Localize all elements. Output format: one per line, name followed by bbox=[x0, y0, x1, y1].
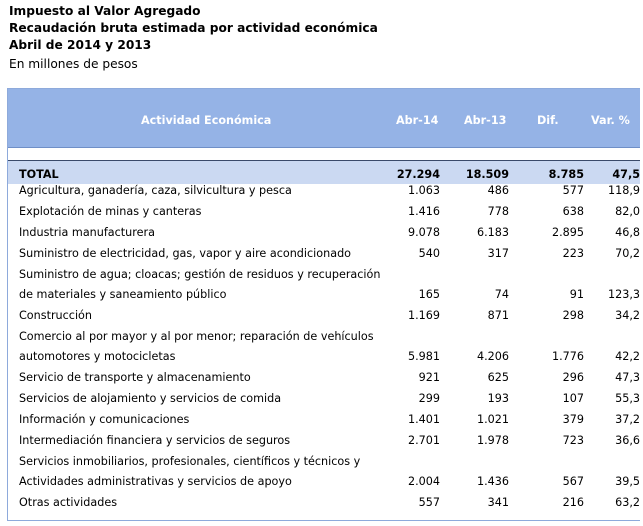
table-row bbox=[8, 370, 640, 391]
row-abr14: 2.004 bbox=[407, 475, 440, 488]
row-label: Servicios inmobiliarios, profesionales, científicos y técnicos y Actividades administrativas y servicios de apoyo bbox=[19, 455, 361, 488]
row-abr14: 299 bbox=[418, 392, 440, 405]
row-abr13: 778 bbox=[487, 205, 509, 218]
row-label: Intermediación financiera y servicios de seguros bbox=[19, 434, 291, 447]
row-var: 36,6 bbox=[615, 434, 640, 447]
row-dif: 296 bbox=[562, 371, 584, 384]
table-row bbox=[8, 391, 640, 412]
row-abr13: 317 bbox=[487, 247, 509, 260]
total-label: TOTAL bbox=[19, 168, 59, 181]
row-label: Industria manufacturera bbox=[19, 226, 155, 239]
table-row bbox=[8, 267, 640, 308]
row-abr14: 1.401 bbox=[407, 413, 440, 426]
row-abr14: 921 bbox=[418, 371, 440, 384]
header-dif: Dif. bbox=[537, 114, 559, 127]
row-var: 63,2 bbox=[615, 496, 640, 509]
report-title: Impuesto al Valor Agregado bbox=[9, 4, 201, 18]
report-units: En millones de pesos bbox=[9, 57, 138, 71]
row-abr14: 1.169 bbox=[407, 309, 440, 322]
row-label: Explotación de minas y canteras bbox=[19, 205, 202, 218]
row-abr14: 9.078 bbox=[407, 226, 440, 239]
table-row bbox=[8, 329, 640, 370]
row-abr13: 4.206 bbox=[476, 350, 509, 363]
report-heading bbox=[9, 3, 378, 73]
header-abr14: Abr-14 bbox=[396, 114, 439, 127]
table-row bbox=[8, 454, 640, 495]
row-var: 47,3 bbox=[615, 371, 640, 384]
row-label: Agricultura, ganadería, caza, silvicultura y pesca bbox=[19, 184, 292, 197]
row-label: Información y comunicaciones bbox=[19, 413, 190, 426]
row-dif: 2.895 bbox=[551, 226, 584, 239]
row-var: 70,2 bbox=[615, 247, 640, 260]
row-dif: 91 bbox=[569, 288, 584, 301]
header-var: Var. % bbox=[591, 114, 630, 127]
table-row bbox=[8, 495, 640, 516]
row-dif: 638 bbox=[562, 205, 584, 218]
row-dif: 379 bbox=[562, 413, 584, 426]
row-var: 118,9 bbox=[607, 184, 640, 197]
row-abr13: 1.436 bbox=[476, 475, 509, 488]
row-abr13: 193 bbox=[487, 392, 509, 405]
row-abr13: 74 bbox=[494, 288, 509, 301]
table-row bbox=[8, 246, 640, 267]
row-dif: 1.776 bbox=[551, 350, 584, 363]
row-abr13: 625 bbox=[487, 371, 509, 384]
row-abr13: 6.183 bbox=[476, 226, 509, 239]
row-dif: 223 bbox=[562, 247, 584, 260]
report-period: Abril de 2014 y 2013 bbox=[9, 38, 152, 52]
row-var: 42,2 bbox=[615, 350, 640, 363]
row-abr13: 486 bbox=[487, 184, 509, 197]
row-abr14: 165 bbox=[418, 288, 440, 301]
row-var: 34,2 bbox=[615, 309, 640, 322]
row-abr14: 5.981 bbox=[407, 350, 440, 363]
row-dif: 107 bbox=[562, 392, 584, 405]
row-label: Construcción bbox=[19, 309, 92, 322]
table-row bbox=[8, 308, 640, 329]
row-var: 123,3 bbox=[607, 288, 640, 301]
row-abr13: 1.978 bbox=[476, 434, 509, 447]
row-label: Servicios de alojamiento y servicios de comida bbox=[19, 392, 282, 405]
row-var: 46,8 bbox=[615, 226, 640, 239]
table-header bbox=[8, 89, 640, 148]
data-table bbox=[7, 88, 640, 521]
total-abr13: 18.509 bbox=[465, 168, 509, 181]
row-dif: 567 bbox=[562, 475, 584, 488]
row-dif: 216 bbox=[562, 496, 584, 509]
row-dif: 577 bbox=[562, 184, 584, 197]
row-abr14: 1.416 bbox=[407, 205, 440, 218]
row-abr14: 540 bbox=[418, 247, 440, 260]
table-row bbox=[8, 225, 640, 246]
row-label: Servicio de transporte y almacenamiento bbox=[19, 371, 251, 384]
row-label: Suministro de agua; cloacas; gestión de residuos y recuperación de materiales y saneamiento público bbox=[19, 268, 381, 301]
row-dif: 723 bbox=[562, 434, 584, 447]
row-abr13: 1.021 bbox=[476, 413, 509, 426]
report-subtitle: Recaudación bruta estimada por actividad económica bbox=[9, 21, 378, 35]
row-abr13: 871 bbox=[487, 309, 509, 322]
row-var: 39,5 bbox=[615, 475, 640, 488]
row-abr14: 2.701 bbox=[407, 434, 440, 447]
row-var: 82,0 bbox=[615, 205, 640, 218]
row-abr13: 341 bbox=[487, 496, 509, 509]
row-abr14: 557 bbox=[418, 496, 440, 509]
row-label: Comercio al por mayor y al por menor; reparación de vehículos automotores y motocicletas bbox=[19, 330, 374, 363]
header-actividad: Actividad Económica bbox=[141, 114, 272, 127]
row-dif: 298 bbox=[562, 309, 584, 322]
row-abr14: 1.063 bbox=[407, 184, 440, 197]
table-row bbox=[8, 183, 640, 204]
row-var: 37,2 bbox=[615, 413, 640, 426]
total-abr14: 27.294 bbox=[396, 168, 440, 181]
header-abr13: Abr-13 bbox=[464, 114, 507, 127]
row-label: Otras actividades bbox=[19, 496, 118, 509]
row-var: 55,3 bbox=[615, 392, 640, 405]
total-var: 47,5 bbox=[612, 168, 640, 181]
total-dif: 8.785 bbox=[548, 168, 584, 181]
table-row bbox=[8, 412, 640, 433]
row-label: Suministro de electricidad, gas, vapor y aire acondicionado bbox=[19, 247, 352, 260]
table-row bbox=[8, 204, 640, 225]
table-row bbox=[8, 433, 640, 454]
